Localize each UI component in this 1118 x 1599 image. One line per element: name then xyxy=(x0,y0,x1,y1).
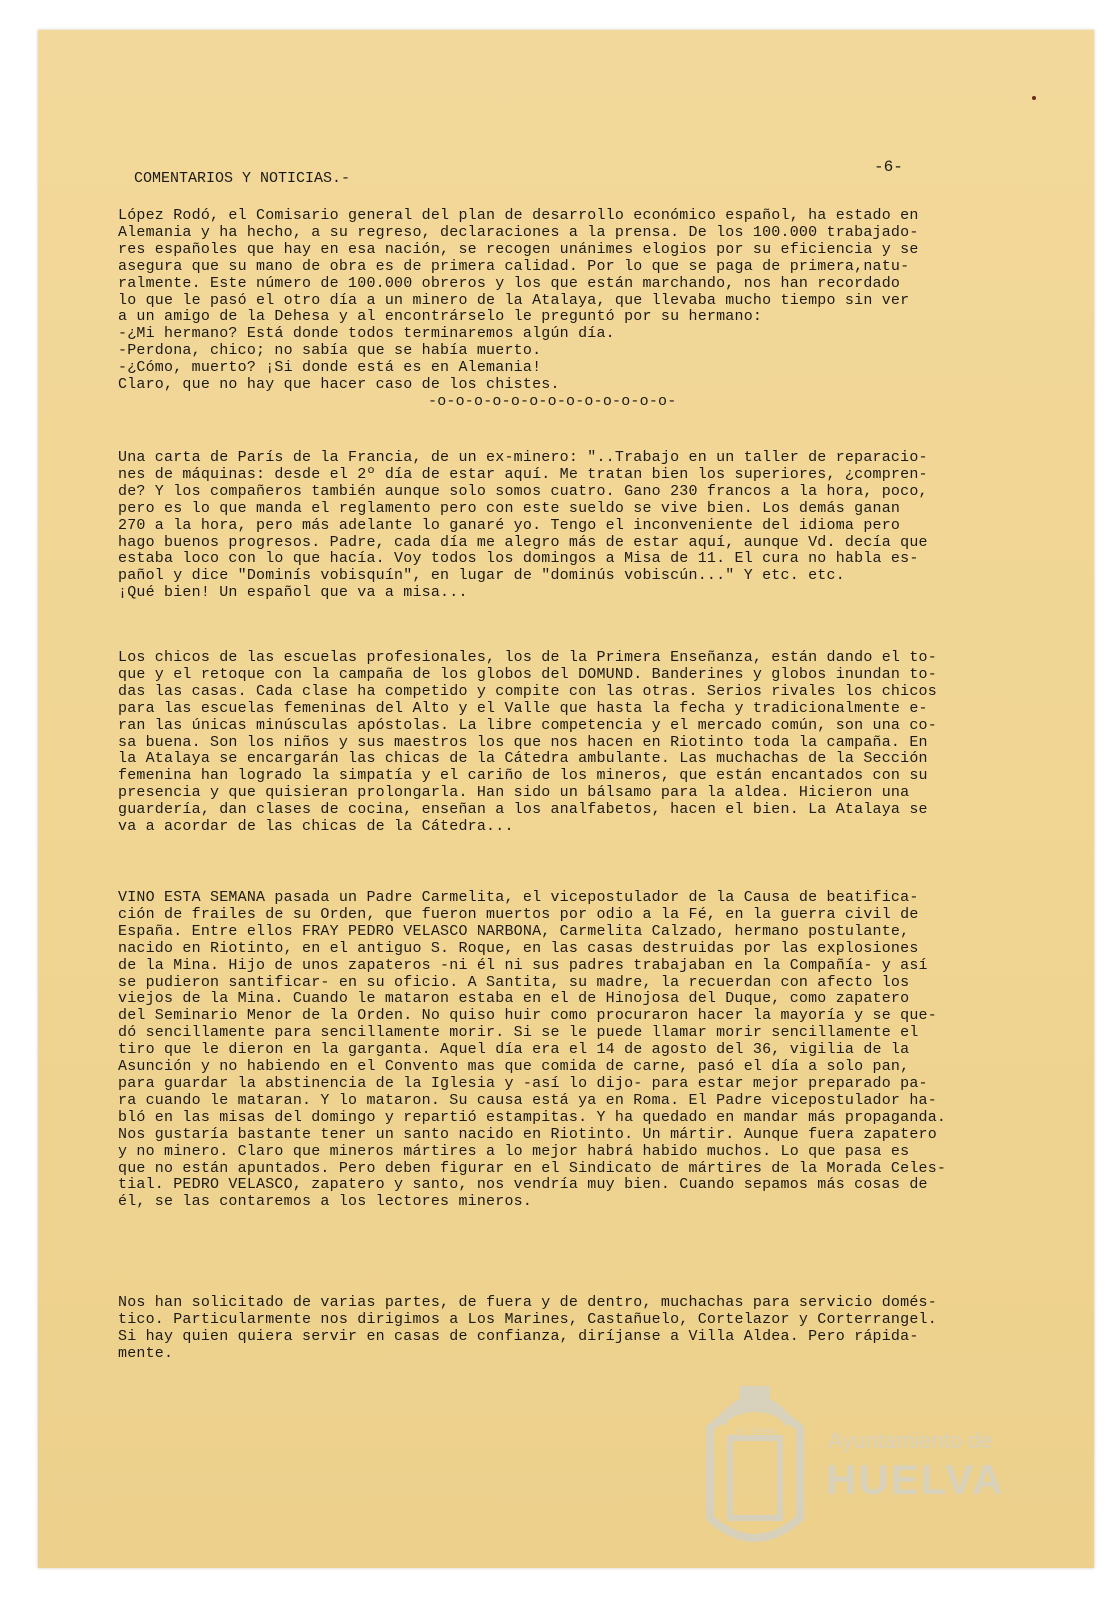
text-line: dó sencillamente para sencillamente morir. Si se le puede llamar morir sencillamente el xyxy=(118,1024,919,1042)
text-line: VINO ESTA SEMANA pasada un Padre Carmelita, el vicepostulador de la Causa de beatifica- xyxy=(118,889,919,906)
text-line: -Perdona, chico; no sabía que se había muerto. xyxy=(118,342,542,360)
text-line: lo que le pasó el otro día a un minero de la Atalaya, que llevaba mucho tiempo sin ver xyxy=(118,291,910,309)
text-line: Si hay quien quiera servir en casas de confianza, diríjanse a Villa Aldea. Pero rápida- xyxy=(118,1327,919,1345)
text-line: y no minero. Claro que mineros mártires a lo mejor habrá habido muchos. Lo que pasa es xyxy=(118,1142,910,1160)
text-line: ción de frailes de su Orden, que fueron muertos por odio a la Fé, en la guerra civil de xyxy=(118,905,919,923)
ink-spot xyxy=(1032,96,1036,100)
text-line: él, se las contaremos a los lectores mineros. xyxy=(118,1193,533,1211)
text-line: de? Y los compañeros también aunque solo somos cuatro. Gano 230 francos a la hora, poco, xyxy=(118,482,928,500)
text-line: das las casas. Cada clase ha competido y compite con las otras. Serios rivales los chicos xyxy=(118,682,937,700)
text-line: tiro que le dieron en la garganta. Aquel día era el 14 de agosto del 36, vigilia de la xyxy=(118,1041,910,1059)
text-line: Una carta de París de la Francia, de un ex-minero: "..Trabajo en un taller de reparacio- xyxy=(118,449,928,466)
text-line: que y el retoque con la campaña de los globos del DOMUND. Banderines y globos inundan to- xyxy=(118,665,937,683)
section-separator: -o-o-o-o-o-o-o-o-o-o-o-o-o- xyxy=(428,392,677,410)
text-line: Asunción y no habiendo en el Convento mas que comida de carne, pasó el día a solo pan, xyxy=(118,1058,910,1076)
paragraph-domund xyxy=(118,650,1038,836)
text-line: 270 a la hora, pero más adelante lo ganaré yo. Tengo el inconveniente del idioma pero xyxy=(118,516,901,534)
text-line: ¡Qué bien! Un español que va a misa... xyxy=(118,584,468,602)
text-line: la Atalaya se encargarán las chicas de la Cátedra ambulante. Las muchachas de la Sección xyxy=(118,750,928,768)
text-line: viejos de la Mina. Cuando le mataron estaba en el de Hinojosa del Duque, como zapatero xyxy=(118,990,910,1008)
text-line: de la Mina. Hijo de unos zapateros -ni él ni sus padres trabajaban en la Compañía- y así xyxy=(118,956,928,974)
watermark xyxy=(690,1368,1060,1558)
text-line: que no están apuntados. Pero deben figurar en el Sindicato de mártires de la Morada Celes- xyxy=(118,1159,947,1177)
paragraph-padre-carmelita xyxy=(118,890,1038,1211)
text-line: ralmente. Este número de 100.000 obreros y los que están marchando, nos han recordado xyxy=(118,274,901,292)
text-line: pero es lo que manda el reglamento pero con este sueldo se vive bien. Los demás ganan xyxy=(118,499,901,517)
section-heading: COMENTARIOS Y NOTICIAS.- xyxy=(134,170,351,187)
text-line: femenina han logrado la simpatía y el cariño de los mineros, que están encantados con su xyxy=(118,767,928,785)
page-number: -6- xyxy=(874,158,903,176)
text-line: ra cuando le mataran. Y lo mataron. Su causa está ya en Roma. El Padre vicepostulador ha- xyxy=(118,1091,937,1109)
text-line: tico. Particularmente nos dirigimos a Los Marines, Castañuelo, Cortelazor y Corterrangel. xyxy=(118,1310,937,1328)
text-line: -¿Mi hermano? Está donde todos terminaremos algún día. xyxy=(118,325,615,343)
text-line: para las escuelas femeninas del Alto y el Valle que hasta la fecha y tradicionalmente e- xyxy=(118,699,928,717)
crest-icon xyxy=(690,1368,820,1558)
text-line: guardería, dan clases de cocina, enseñan a los analfabetos, hacen el bien. La Atalaya se xyxy=(118,801,928,819)
text-line: Nos gustaría bastante tener un santo nacido en Riotinto. Un mártir. Aunque fuera zapatero xyxy=(118,1125,937,1143)
text-line: Claro, que no hay que hacer caso de los chistes. xyxy=(118,376,560,394)
crest-motto: ET TERRA xyxy=(737,1428,776,1437)
text-line: Nos han solicitado de varias partes, de fuera y de dentro, muchachas para servicio domés- xyxy=(118,1294,937,1311)
paragraph-servicio-domestico xyxy=(118,1295,1038,1363)
text-line: estaba loco con lo que hacía. Voy todos los domingos a Misa de 11. El cura no habla es- xyxy=(118,550,919,568)
text-line: Los chicos de las escuelas profesionales, los de la Primera Enseñanza, están dando el to- xyxy=(118,649,937,666)
text-line: ran las únicas minúsculas apóstolas. La libre competencia y el mercado común, son una co- xyxy=(118,716,937,734)
text-line: del Seminario Menor de la Orden. No quiso huir como procuraron hacer la mayoría y se que- xyxy=(118,1007,937,1025)
text-line: hago buenos progresos. Padre, cada día me alegro más de estar aquí, aunque Vd. decía que xyxy=(118,533,928,551)
text-line: nacido en Riotinto, en el antiguo S. Roque, en las casas destruidas por las explosiones xyxy=(118,939,919,957)
text-line: López Rodó, el Comisario general del plan de desarrollo económico español, ha estado en xyxy=(118,207,919,224)
paragraph-lopez-rodo xyxy=(118,208,1038,411)
document-page xyxy=(38,30,1094,1568)
watermark-line2: HUELVA xyxy=(826,1456,1005,1503)
text-line: va a acordar de las chicas de la Cátedra... xyxy=(118,818,514,836)
text-line: para guardar la abstinencia de la Iglesia y -así lo dijo- para estar mejor preparado pa- xyxy=(118,1074,928,1092)
text-line: tial. PEDRO VELASCO, zapatero y santo, nos vendría muy bien. Cuando sepamos más cosas de xyxy=(118,1176,928,1194)
text-line: Alemania y ha hecho, a su regreso, declaraciones a la prensa. De los 100.000 trabajado- xyxy=(118,223,919,241)
watermark-line1: Ayuntamiento de xyxy=(828,1428,993,1453)
text-line: presencia y que quisieran prolongarla. Han sido un bálsamo para la aldea. Hicieron una xyxy=(118,784,910,802)
text-line: -¿Cómo, muerto? ¡Si donde está es en Alemania! xyxy=(118,359,542,377)
text-line: pañol y dice "Dominís vobisquín", en lugar de "dominús vobiscún..." Y etc. etc. xyxy=(118,567,845,585)
text-line: asegura que su mano de obra es de primera calidad. Por lo que se paga de primera,natu- xyxy=(118,257,910,275)
text-line: a un amigo de la Dehesa y al encontrárselo le preguntó por su hermano: xyxy=(118,308,763,326)
paragraph-carta-paris xyxy=(118,450,1038,602)
text-line: nes de máquinas: desde el 2º día de estar aquí. Me tratan bien los superiores, ¿compren- xyxy=(118,465,928,483)
text-line: res españoles que hay en esa nación, se recogen unánimes elogios por su eficiencia y se xyxy=(118,240,919,258)
text-line: bló en las misas del domingo y repartió estampitas. Y ha quedado en mandar más propaganda. xyxy=(118,1108,947,1126)
text-line: España. Entre ellos FRAY PEDRO VELASCO NARBONA, Carmelita Calzado, hermano postulante, xyxy=(118,922,910,940)
text-line: sa buena. Son los niños y sus maestros los que nos hacen en Riotinto toda la campaña. En xyxy=(118,733,928,751)
text-line: se pudieron santificar- en su oficio. A Santita, su madre, la recuerdan con afecto los xyxy=(118,973,910,991)
text-line: mente. xyxy=(118,1344,174,1362)
